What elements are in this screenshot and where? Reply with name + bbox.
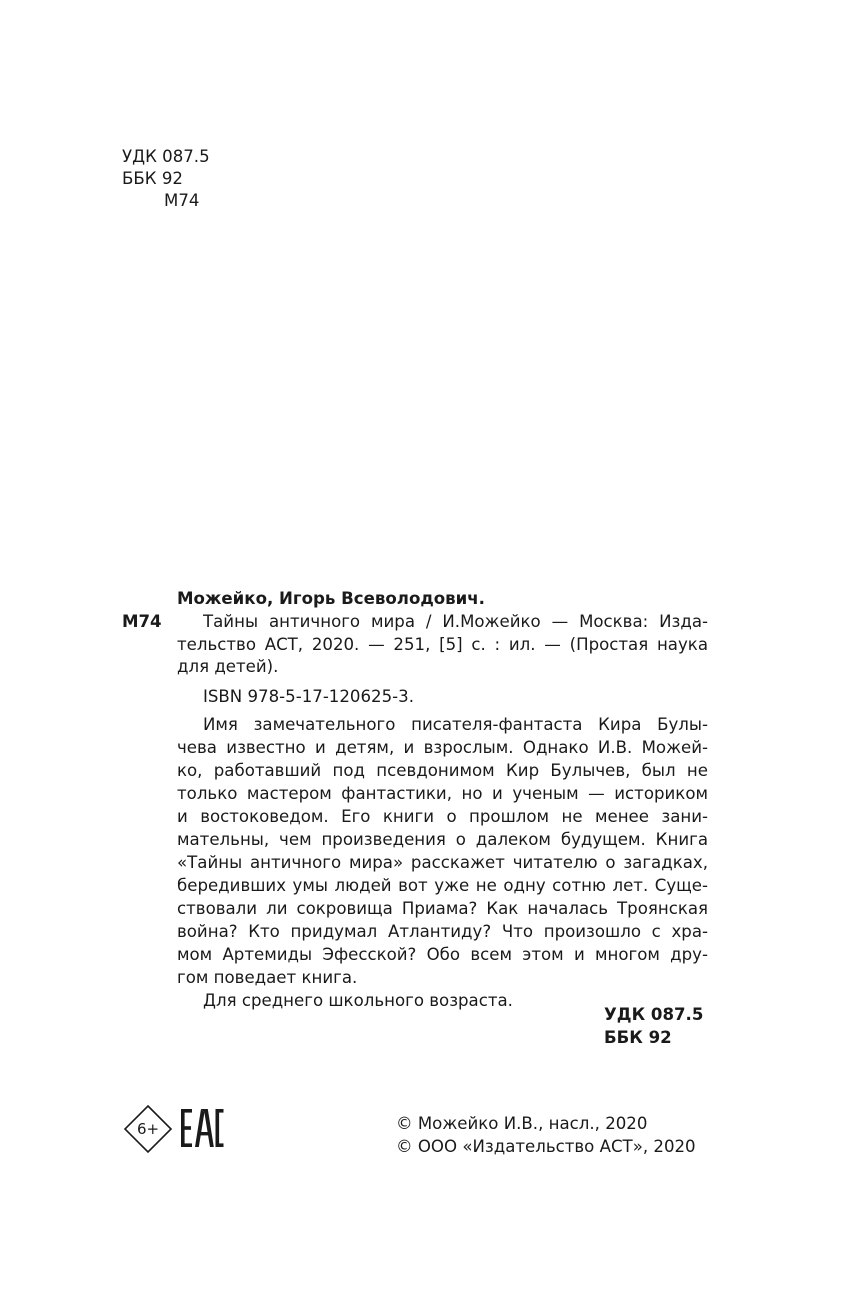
description-line-3: для детей). [177,657,279,676]
copyright-publisher: © ООО «Издательство АСТ», 2020 [396,1137,696,1156]
annotation-line: гом поведает книга. [177,968,358,987]
age-rating-badge [123,1104,173,1154]
author-mark: М74 [122,612,162,631]
audience: Для среднего школьного возраста. [203,991,513,1010]
age-rating-label: 6+ [136,1120,160,1138]
isbn: ISBN 978-5-17-120625-3. [203,687,414,706]
top-author-mark: М74 [164,191,200,210]
annotation-line: мом Артемиды Эфесской? Обо всем этом и многом дру- [177,945,708,964]
annotation-line: Имя замечательного писателя-фантаста Кира Булы- [203,715,708,734]
annotation-line: война? Кто придумал Атлантиду? Что произошло с хра- [177,922,708,941]
author-heading: Можейко, Игорь Всеволодович. [177,589,485,608]
eac-conformity-icon [179,1107,225,1149]
eac-mark [179,1107,225,1149]
annotation-line: и востоковедом. Его книги о прошлом не менее зани- [177,807,708,826]
top-udk: УДК 087.5 [122,147,210,166]
annotation-line: бередивших умы людей вот уже не одну сотню лет. Суще- [177,876,708,895]
description-line-2: тельство АСТ, 2020. — 251, [5] с. : ил. — (Простая наука [177,634,708,654]
bottom-udk: УДК 087.5 [604,1005,704,1024]
annotation-line: чева известно и детям, и взрослым. Однако И.В. Можей- [177,738,708,757]
annotation-line: мательны, чем произведения о далеком будущем. Книга [177,830,708,849]
copyright-author: © Можейко И.В., насл., 2020 [396,1114,648,1133]
description-line-1: Тайны античного мира / И.Можейко — Москва: Изда- [203,612,708,631]
annotation-line: ко, работавший под псевдонимом Кир Булычев, был не [177,761,708,780]
annotation-line: «Тайны античного мира» расскажет читателю о загадках, [177,853,708,872]
top-bbk: ББК 92 [122,169,183,188]
annotation-line: только мастером фантастики, но и ученым — историком [177,784,708,803]
bottom-bbk: ББК 92 [604,1028,672,1047]
annotation-line: ствовали ли сокровища Приама? Как началась Троянская [177,899,708,918]
